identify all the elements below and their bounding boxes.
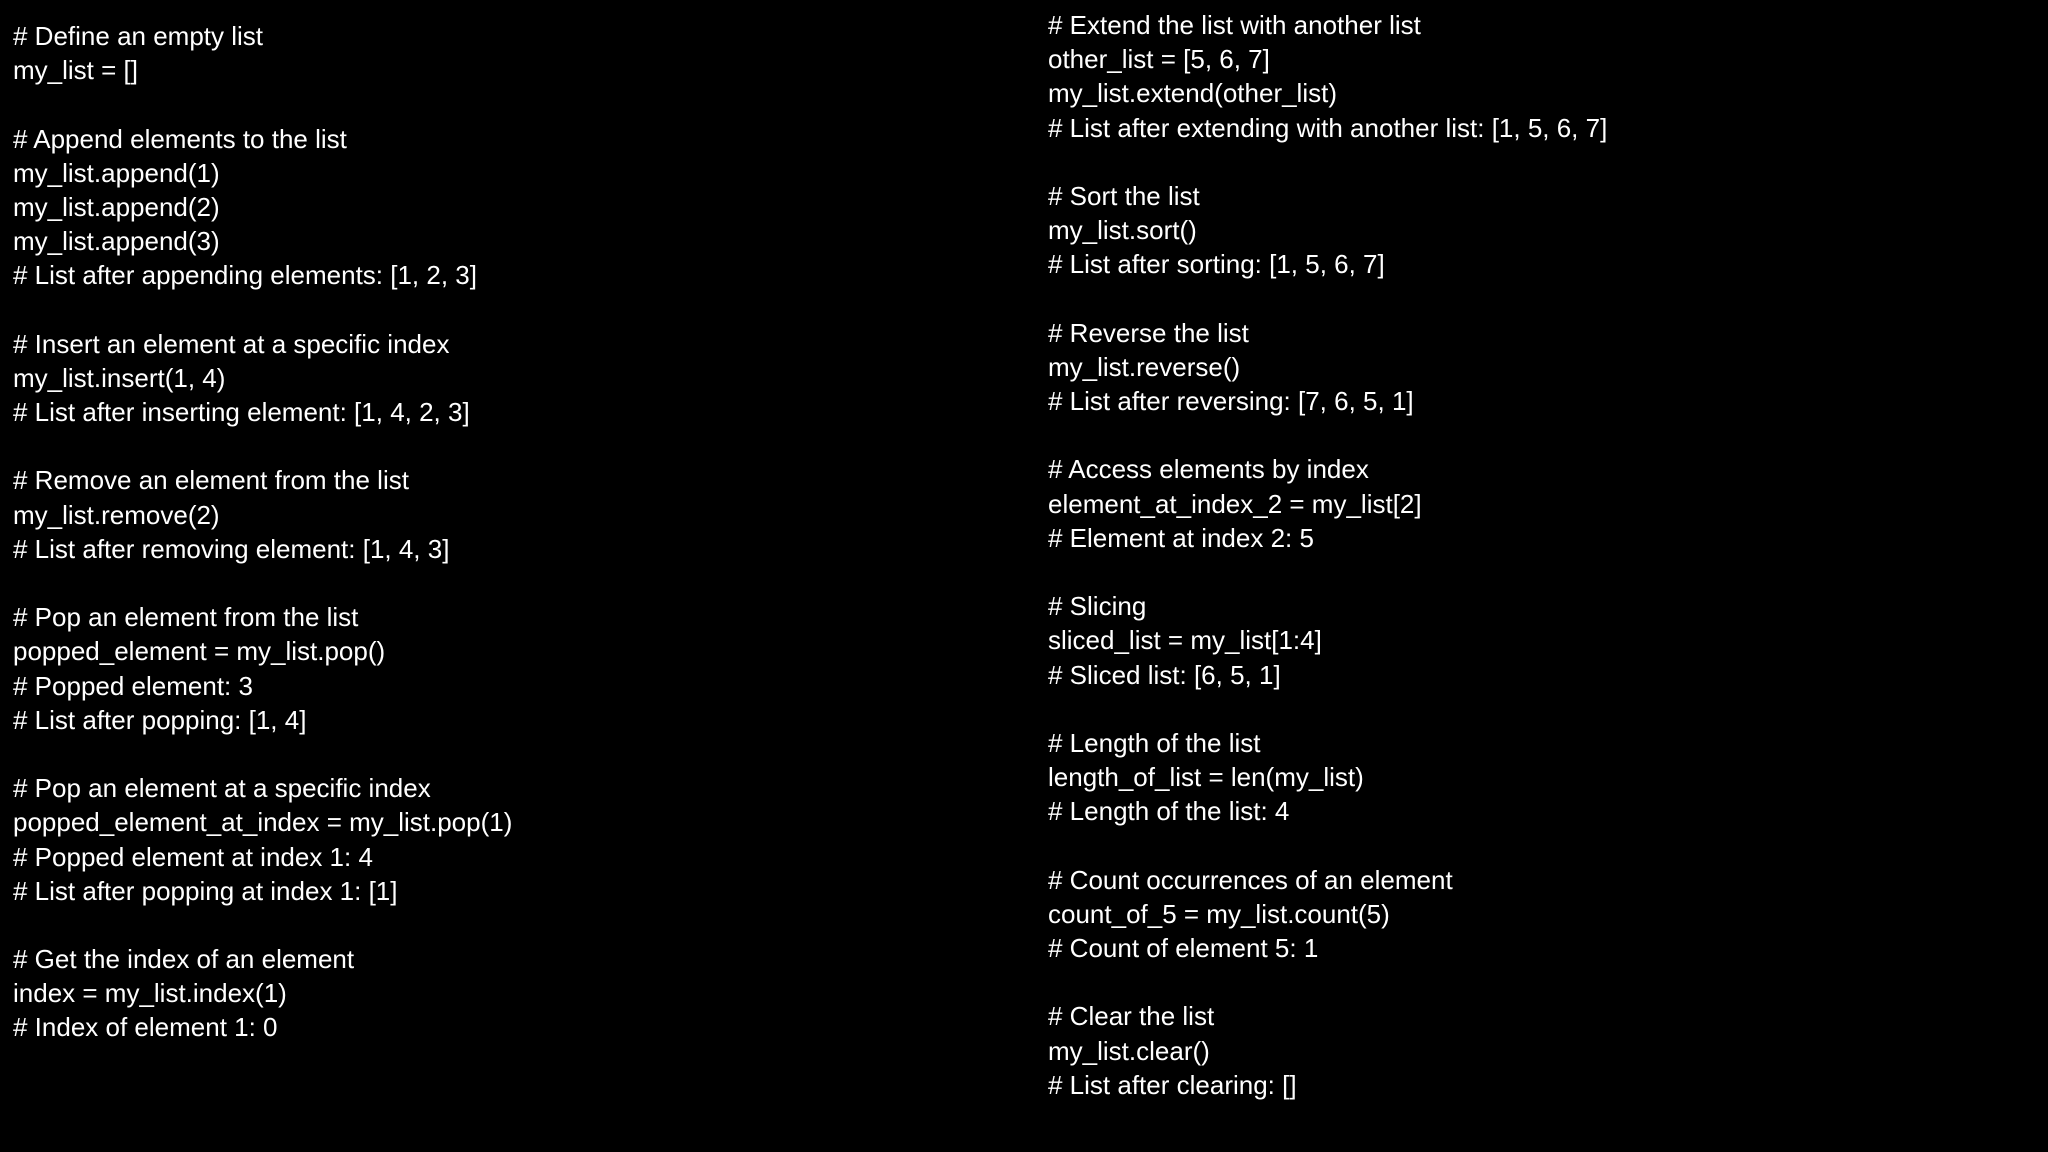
blank-line <box>1048 692 1607 726</box>
left-code-column <box>13 19 512 1045</box>
code-statement-line: my_list.clear() <box>1048 1035 1210 1066</box>
code-comment-line: # Count occurrences of an element <box>1048 864 1453 895</box>
code-statement-line: my_list.insert(1, 4) <box>13 362 226 393</box>
code-comment-line: # List after appending elements: [1, 2, 3] <box>13 260 477 291</box>
code-statement-line: my_list.append(1) <box>13 157 220 188</box>
code-statement-line: my_list.append(2) <box>13 191 220 222</box>
right-code-column <box>1048 8 1607 1102</box>
code-comment-line: # List after extending with another list: [1, 5, 6, 7] <box>1048 112 1608 143</box>
code-statement-line: length_of_list = len(my_list) <box>1048 762 1364 793</box>
blank-line <box>1048 829 1607 863</box>
code-statement-line: my_list = [] <box>13 55 138 86</box>
code-statement-line: other_list = [5, 6, 7] <box>1048 44 1270 75</box>
code-comment-line: # Insert an element at a specific index <box>13 328 450 359</box>
code-comment-line: # Length of the list <box>1048 727 1261 758</box>
blank-line <box>1048 418 1607 452</box>
blank-line <box>13 566 512 600</box>
blank-line <box>13 737 512 771</box>
code-comment-line: # Reverse the list <box>1048 317 1249 348</box>
code-comment-line: # Pop an element from the list <box>13 602 359 633</box>
code-statement-line: my_list.sort() <box>1048 215 1197 246</box>
code-comment-line: # Extend the list with another list <box>1048 10 1421 40</box>
code-statement-line: my_list.remove(2) <box>13 499 220 530</box>
code-comment-line: # Remove an element from the list <box>13 465 409 496</box>
code-statement-line: count_of_5 = my_list.count(5) <box>1048 898 1390 929</box>
code-statement-line: index = my_list.index(1) <box>13 978 287 1009</box>
blank-line <box>1048 965 1607 999</box>
code-comment-line: # List after popping at index 1: [1] <box>13 875 398 906</box>
code-comment-line: # List after inserting element: [1, 4, 2, 3] <box>13 397 470 428</box>
code-comment-line: # Slicing <box>1048 591 1147 622</box>
blank-line <box>13 87 512 121</box>
code-comment-line: # Append elements to the list <box>13 123 347 154</box>
blank-line <box>1048 145 1607 179</box>
code-comment-line: # List after clearing: [] <box>1048 1069 1297 1100</box>
code-comment-line: # Sliced list: [6, 5, 1] <box>1048 659 1281 690</box>
code-comment-line: # List after reversing: [7, 6, 5, 1] <box>1048 386 1414 417</box>
code-statement-line: sliced_list = my_list[1:4] <box>1048 625 1322 656</box>
code-comment-line: # Element at index 2: 5 <box>1048 522 1314 553</box>
code-statement-line: my_list.append(3) <box>13 226 220 257</box>
code-comment-line: # Clear the list <box>1048 1001 1215 1032</box>
blank-line <box>13 429 512 463</box>
code-comment-line: # Popped element at index 1: 4 <box>13 841 373 872</box>
code-statement-line: my_list.extend(other_list) <box>1048 78 1337 109</box>
code-comment-line: # Access elements by index <box>1048 454 1369 485</box>
code-comment-line: # List after sorting: [1, 5, 6, 7] <box>1048 249 1385 280</box>
code-statement-line: popped_element_at_index = my_list.pop(1) <box>13 807 513 838</box>
code-comment-line: # Popped element: 3 <box>13 670 253 701</box>
code-comment-line: # Define an empty list <box>13 21 264 51</box>
code-statement-line: popped_element = my_list.pop() <box>13 636 386 667</box>
code-comment-line: # Length of the list: 4 <box>1048 796 1290 827</box>
blank-line <box>13 293 512 327</box>
code-comment-line: # Get the index of an element <box>13 944 355 975</box>
blank-line <box>1048 555 1607 589</box>
code-statement-line: element_at_index_2 = my_list[2] <box>1048 488 1422 519</box>
code-comment-line: # List after removing element: [1, 4, 3] <box>13 533 450 564</box>
code-comment-line: # Index of element 1: 0 <box>13 1012 278 1043</box>
blank-line <box>13 908 512 942</box>
code-comment-line: # Pop an element at a specific index <box>13 773 431 804</box>
code-comment-line: # Count of element 5: 1 <box>1048 933 1319 964</box>
blank-line <box>1048 282 1607 316</box>
code-statement-line: my_list.reverse() <box>1048 351 1241 382</box>
code-comment-line: # Sort the list <box>1048 180 1200 211</box>
code-comment-line: # List after popping: [1, 4] <box>13 704 307 735</box>
